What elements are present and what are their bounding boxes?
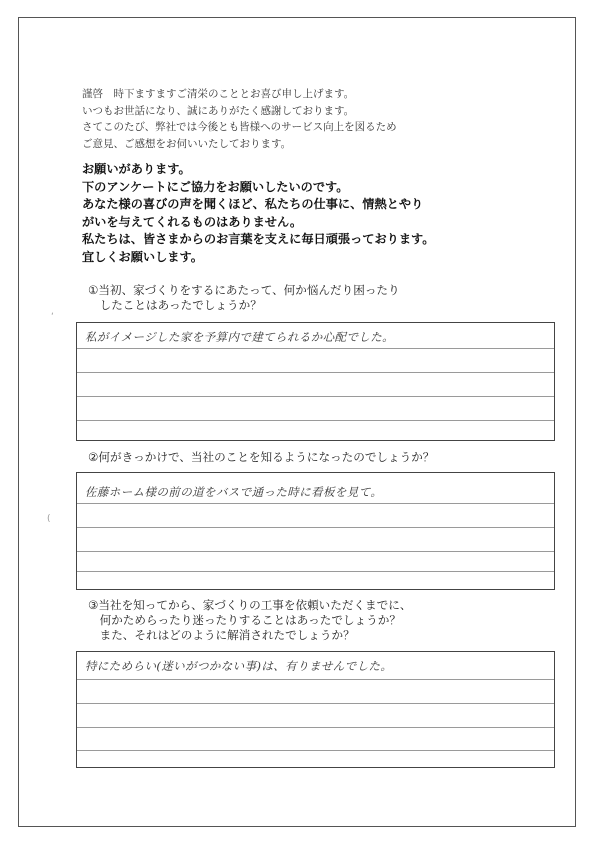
- answer-rule: [77, 750, 554, 751]
- question-line: 何かためらったり迷ったりすることはあったでしょうか？: [88, 613, 401, 627]
- answer-rule: [77, 372, 554, 373]
- greeting-paragraph: [82, 86, 397, 152]
- request-line: お願いがあります。: [82, 162, 191, 176]
- answer-rule: [77, 420, 554, 421]
- greeting-line: ご意見、ご感想をお伺いいたしております。: [82, 137, 292, 150]
- question-line: ①当初、家づくりをするにあたって、何か悩んだり困ったり: [88, 283, 400, 297]
- question-line: ③当社を知ってから、家づくりの工事を依頼いただくまでに、: [88, 598, 412, 612]
- handwritten-answer: 私がイメージした家を予算内で建てられるか心配でした。: [85, 330, 395, 344]
- question-line: また、それはどのように解消されたでしょうか？: [88, 628, 355, 642]
- answer-rule: [77, 348, 554, 349]
- answer-rule: [77, 503, 554, 504]
- question-line: したことはあったでしょうか？: [88, 298, 262, 312]
- question-1: [88, 283, 400, 313]
- margin-mark: (: [47, 514, 51, 524]
- answer-rule: [77, 703, 554, 704]
- answer-rule: [77, 679, 554, 680]
- request-line: 宜しくお願いします。: [82, 249, 203, 264]
- request-line: 下のアンケートにご協力をお願いしたいのです。: [82, 179, 349, 194]
- greeting-line: 謹啓 時下ますますご清栄のこととお喜び申し上げます。: [82, 88, 355, 100]
- margin-mark: ‘: [51, 312, 54, 322]
- question-3: [88, 598, 411, 643]
- answer-rule: [77, 527, 554, 528]
- request-line: がいを与えてくれるものはありません。: [82, 214, 303, 229]
- request-line: 私たちは、皆さまからのお言葉を支えに毎日頑張っております。: [82, 232, 435, 247]
- handwritten-answer: 特にためらい(迷いがつかない事)は、有りませんでした。: [85, 659, 393, 673]
- question-line: ②何がきっかけで、当社のことを知るようになったのでしょうか？: [88, 450, 435, 464]
- answer-rule: [77, 396, 554, 397]
- greeting-line: いつもお世話になり、誠にありがたく感謝しております。: [82, 104, 355, 117]
- answer-rule: [77, 551, 554, 552]
- answer-rule: [77, 571, 554, 572]
- answer-box-2[interactable]: [76, 472, 555, 590]
- question-2: [88, 450, 434, 465]
- request-paragraph: [82, 161, 434, 267]
- answer-rule: [77, 727, 554, 728]
- answer-box-3[interactable]: [76, 651, 555, 768]
- answer-box-1[interactable]: [76, 322, 555, 441]
- handwritten-answer: 佐藤ホーム様の前の道をバスで通った時に看板を見て。: [85, 485, 383, 499]
- request-line: あなた様の喜びの声を聞くほど、私たちの仕事に、情熱とやり: [82, 197, 424, 212]
- greeting-line: さてこのたび、弊社では今後とも皆様へのサービス向上を図るため: [82, 121, 397, 133]
